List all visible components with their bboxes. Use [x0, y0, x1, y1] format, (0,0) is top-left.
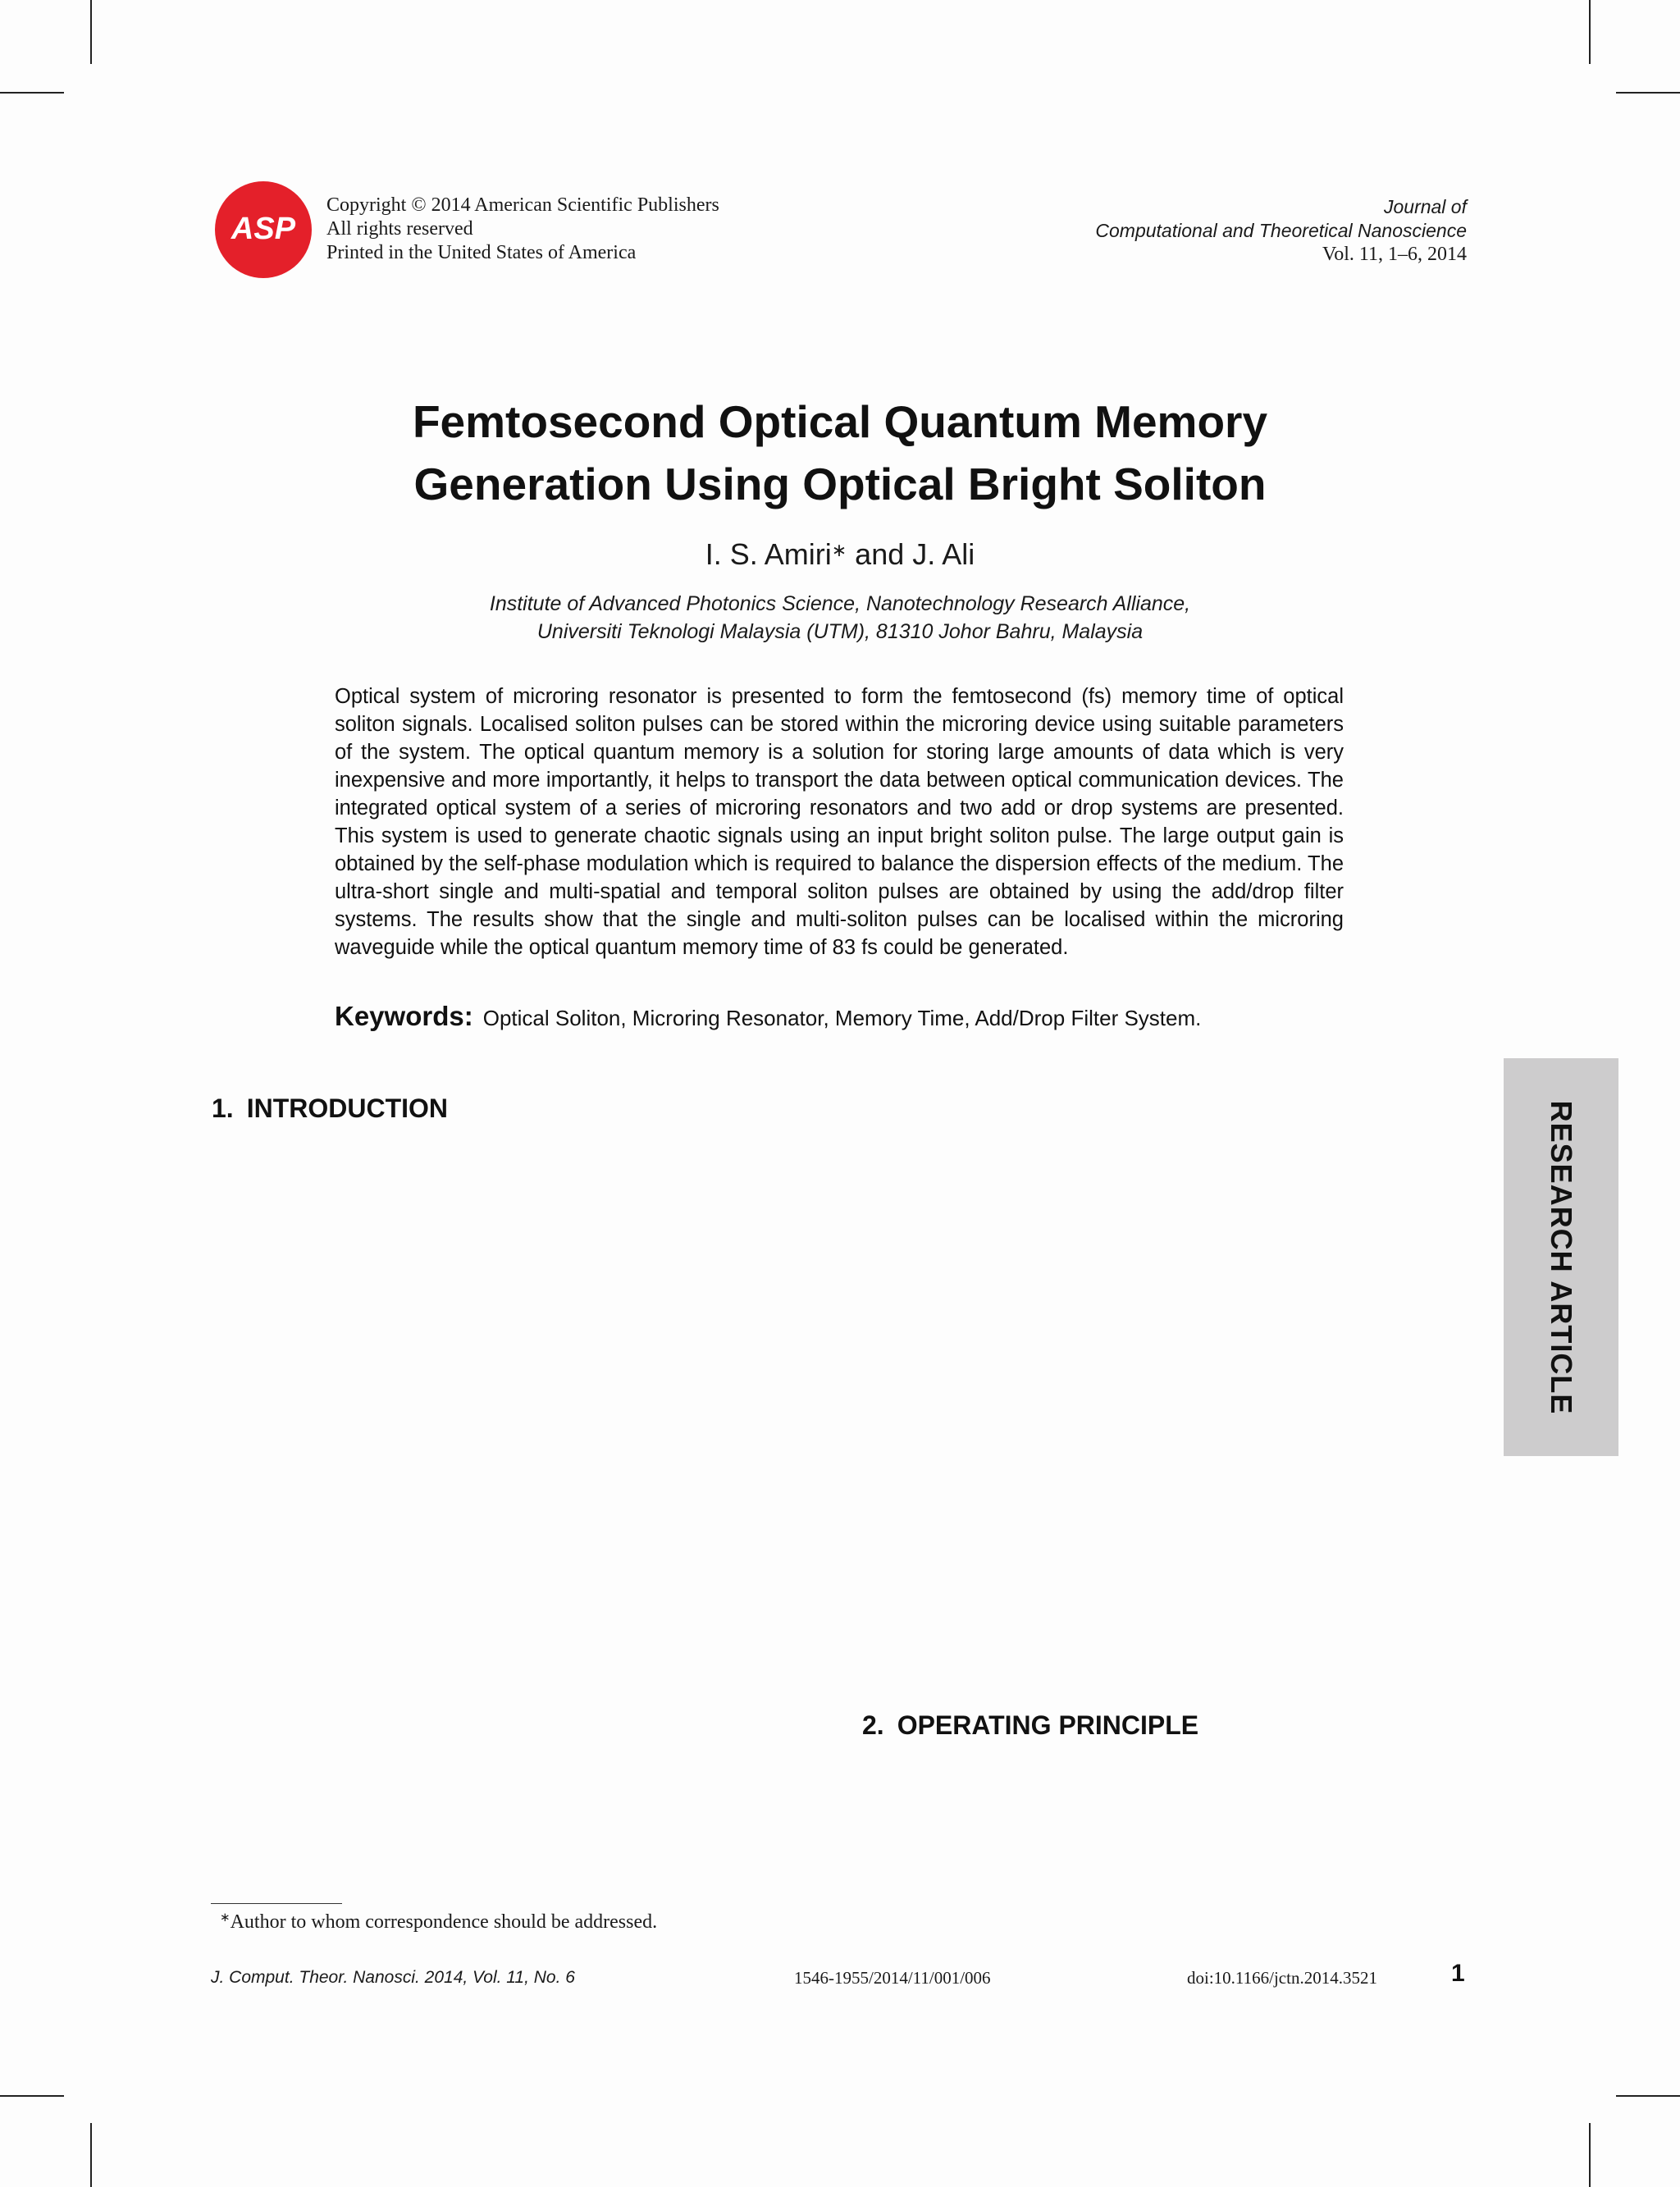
crop-mark-top-left-vertical [90, 0, 92, 64]
journal-block [1095, 195, 1467, 267]
author-1-footnote-mark: ∗ [831, 540, 847, 560]
affiliation-line-2: Universiti Teknologi Malaysia (UTM), 81310 Johor Bahru, Malaysia [536, 620, 1144, 643]
journal-name-line1: Journal of [1383, 196, 1467, 217]
crop-mark-top-right-horizontal [1616, 92, 1680, 94]
printed-line: Printed in the United States of America [326, 242, 637, 263]
keywords-text: Optical Soliton, Microring Resonator, Memory Time, Add/Drop Filter System. [482, 1006, 1202, 1030]
crop-mark-top-right-vertical [1589, 0, 1591, 64]
copyright-block [326, 194, 719, 265]
section-title: OPERATING PRINCIPLE [897, 1710, 1199, 1740]
author-conjunction: and [847, 537, 913, 571]
research-article-tab [1504, 1058, 1618, 1456]
authors [0, 536, 1680, 573]
section-heading-introduction [212, 1092, 448, 1125]
footnote [220, 1910, 657, 1934]
footer-citation: J. Comput. Theor. Nanosci. 2014, Vol. 11, No. 6 [211, 1968, 575, 1987]
asp-logo [215, 181, 312, 278]
crop-mark-top-left-horizontal [0, 92, 64, 94]
crop-mark-bottom-right-horizontal [1616, 2095, 1680, 2097]
research-article-label: RESEARCH ARTICLE [1545, 1100, 1578, 1414]
author-1: I. S. Amiri [705, 537, 832, 571]
rights-line: All rights reserved [326, 218, 473, 240]
affiliation [0, 590, 1680, 646]
author-2: J. Ali [912, 537, 975, 571]
footer-issn: 1546-1955/2014/11/001/006 [794, 1968, 991, 1988]
keywords [335, 1000, 1401, 1034]
section-title: INTRODUCTION [246, 1094, 448, 1123]
crop-mark-bottom-left-horizontal [0, 2095, 64, 2097]
section-number: 1. [212, 1094, 234, 1123]
keywords-label: Keywords: [335, 1001, 473, 1031]
page-number: 1 [1451, 1960, 1465, 1987]
paper-title [0, 390, 1680, 515]
asp-logo-text: ASP [231, 212, 296, 246]
footer-doi[interactable]: doi:10.1166/jctn.2014.3521 [1187, 1968, 1377, 1988]
journal-volume: Vol. 11, 1–6, 2014 [1322, 244, 1467, 265]
section-heading-operating-principle [862, 1709, 1198, 1742]
title-line-1: Femtosecond Optical Quantum Memory [412, 396, 1268, 447]
section-number: 2. [862, 1710, 884, 1740]
journal-name-line2: Computational and Theoretical Nanoscience [1095, 220, 1467, 241]
title-line-2: Generation Using Optical Bright Soliton [413, 459, 1267, 509]
footnote-rule [211, 1903, 342, 1904]
crop-mark-bottom-right-vertical [1589, 2123, 1591, 2187]
affiliation-line-1: Institute of Advanced Photonics Science, Nanotechnology Research Alliance, [489, 592, 1191, 615]
footnote-mark: ∗ [220, 1911, 231, 1924]
footnote-text: Author to whom correspondence should be addressed. [230, 1911, 658, 1933]
copyright-line: Copyright © 2014 American Scientific Publishers [326, 194, 719, 216]
crop-mark-bottom-left-vertical [90, 2123, 92, 2187]
abstract: Optical system of microring resonator is presented to form the femtosecond (fs) memory time of optical soliton signals. Localised soliton pulses can be stored within the microring device using suitable parameters of the system. The optical quantum memory is a solution for storing large amounts of data which is very inexpensive and more importantly, it helps to transport the data between optical communication devices. The integrated optical system of a series of microring resonators and two add or drop systems are presented. This system is used to generate chaotic signals using an input bright soliton pulse. The large output gain is obtained by the self-phase modulation which is required to balance the dispersion effects of the medium. The ultra-short single and multi-spatial and temporal soliton pulses are obtained by using the add/drop filter systems. The results show that the single and multi-soliton pulses can be localised within the microring waveguide while the optical quantum memory time of 83 fs could be generated. [335, 685, 1344, 959]
